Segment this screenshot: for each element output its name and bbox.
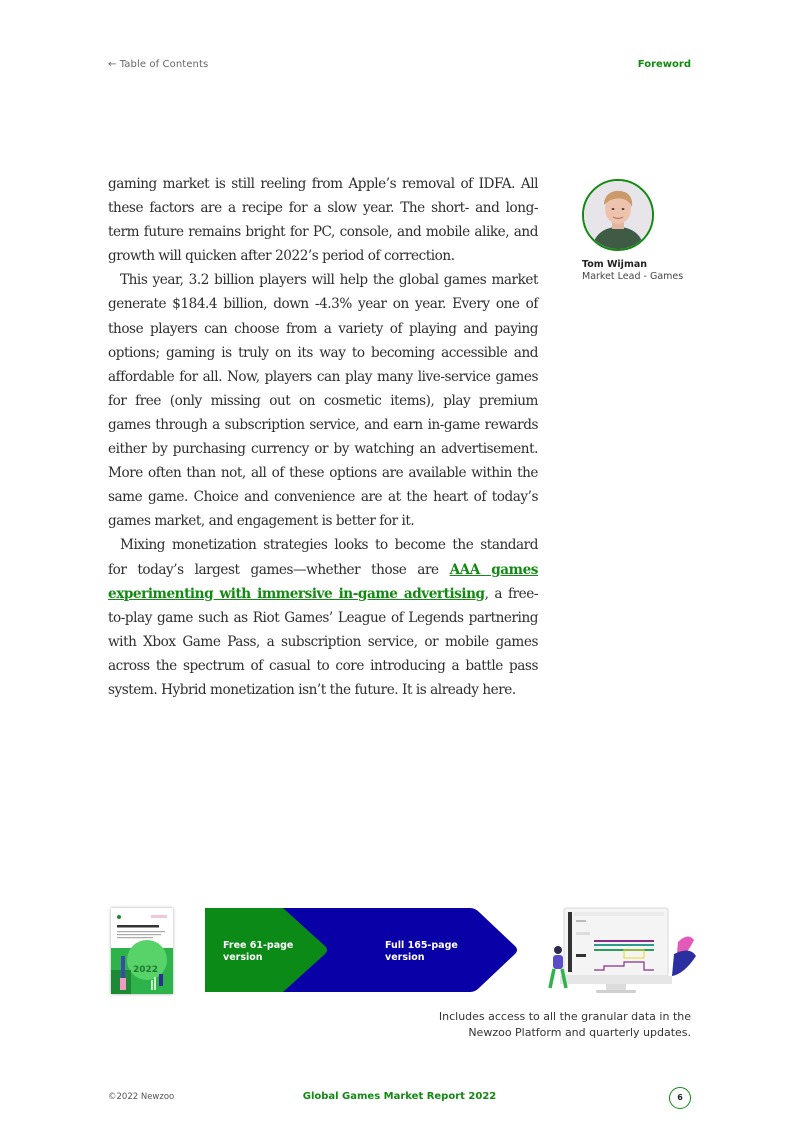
page-footer bbox=[108, 1087, 691, 1109]
report-version-promo bbox=[108, 904, 698, 999]
desktop-monitor-icon bbox=[538, 904, 698, 996]
paragraph-3-after: , a free-to-play game such as Riot Games’ League of Legends partnering with Xbox Game Pass, a subscription service, or mobile games across the spectrum of casual to core introducing a battle pass system. Hybrid monetization isn’t the future. It is already here. bbox=[108, 585, 538, 698]
author-name: Tom Wijman bbox=[582, 259, 648, 270]
article-body bbox=[108, 172, 538, 702]
report-cover-thumbnail[interactable] bbox=[111, 908, 173, 994]
copyright: ©2022 Newzoo bbox=[108, 1092, 175, 1102]
report-cover-icon bbox=[111, 908, 173, 994]
newzoo-platform-illustration bbox=[538, 904, 698, 996]
avatar bbox=[582, 179, 654, 251]
version-chevrons bbox=[205, 908, 521, 992]
section-label: Foreword bbox=[637, 59, 691, 70]
paragraph-3-before: Mixing monetization strategies looks to become the standard for today’s largest games—whether those are bbox=[108, 537, 538, 578]
paragraph-2: This year, 3.2 billion players will help the global games market generate $184.4 billion, down -4.3% year on year. Every one of those players can choose from a variety of playing and paying options; gaming is truly on its way to becoming accessible and affordable for all. Now, players can play many live-service games for free (only missing out on cosmetic items), play premium games through a subscription service, and earn in-game rewards either by purchasing currency or by watching an advertisement. More often than not, all of these options are available within the same game. Choice and convenience are at the heart of today’s games market, and engagement is better for it. bbox=[108, 272, 538, 530]
top-navigation bbox=[108, 59, 691, 73]
table-of-contents-link[interactable]: ← Table of Contents bbox=[108, 59, 209, 70]
promo-caption bbox=[439, 1009, 691, 1040]
author-card bbox=[582, 179, 702, 282]
promo-caption-line-1: Includes access to all the granular data in the bbox=[438, 1010, 691, 1023]
page-number-badge: 6 bbox=[669, 1087, 691, 1109]
svg-text:2022: 2022 bbox=[133, 965, 159, 975]
report-title: Global Games Market Report 2022 bbox=[302, 1091, 497, 1102]
full-version-button[interactable]: Full 165-page version bbox=[385, 940, 458, 963]
paragraph-3 bbox=[108, 533, 538, 702]
paragraph-1: gaming market is still reeling from Apple’s removal of IDFA. All these factors are a recipe for a slow year. The short- and long-term future remains bright for PC, console, and mobile alike, and growth will quicken after 2022’s period of correction. bbox=[108, 176, 538, 265]
promo-caption-line-2: Newzoo Platform and quarterly updates. bbox=[468, 1025, 691, 1039]
author-role: Market Lead - Games bbox=[582, 271, 684, 282]
aaa-games-advertising-link[interactable]: AAA games experimenting with immersive in-game advertising bbox=[108, 561, 538, 602]
free-version-button[interactable]: Free 61-page version bbox=[223, 940, 294, 963]
person-photo-icon bbox=[584, 181, 652, 249]
